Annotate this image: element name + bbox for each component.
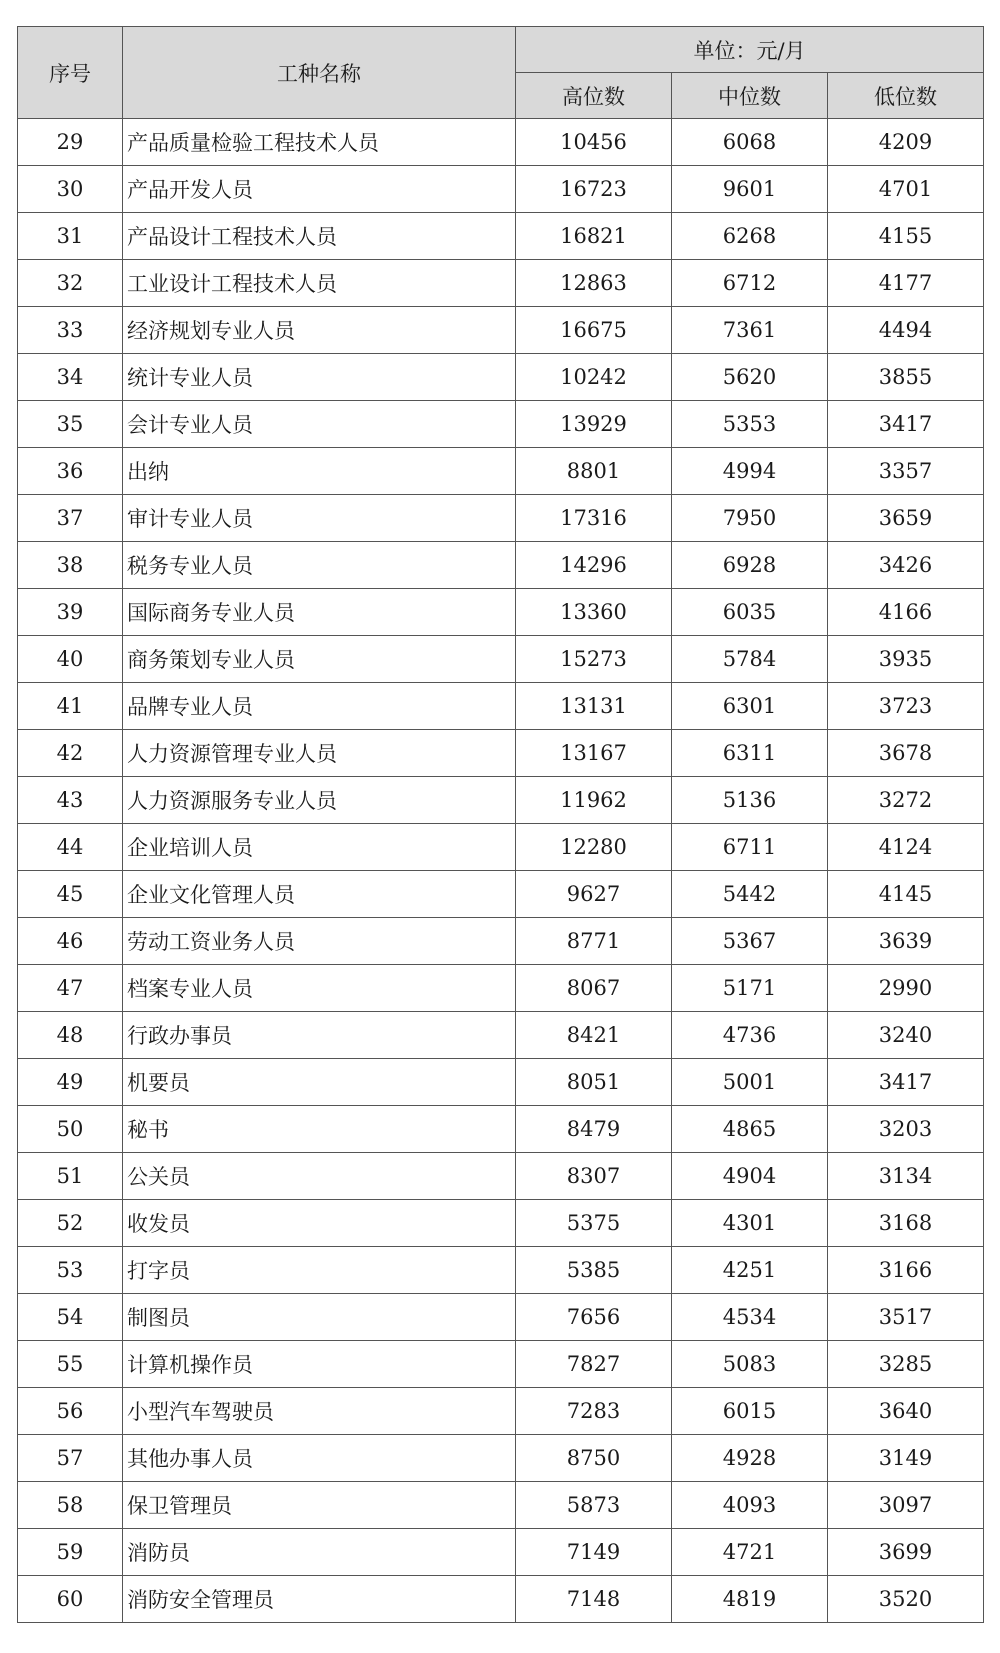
row-low-cell: 3640 — [828, 1388, 984, 1435]
row-high-cell: 8771 — [516, 918, 672, 965]
table-row — [18, 1529, 984, 1576]
table-row — [18, 166, 984, 213]
row-low-cell: 4177 — [828, 260, 984, 307]
table-row — [18, 1106, 984, 1153]
row-high-cell: 10242 — [516, 354, 672, 401]
row-mid-cell: 7361 — [672, 307, 828, 354]
row-seq-cell: 33 — [18, 307, 123, 354]
row-seq-cell: 35 — [18, 401, 123, 448]
row-job-name-cell: 国际商务专业人员 — [123, 589, 516, 636]
header-unit: 单位：元/月 — [516, 27, 984, 73]
row-low-cell: 4155 — [828, 213, 984, 260]
row-high-cell: 7149 — [516, 1529, 672, 1576]
row-job-name-cell: 收发员 — [123, 1200, 516, 1247]
table-row — [18, 1247, 984, 1294]
row-mid-cell: 4904 — [672, 1153, 828, 1200]
row-mid-cell: 5442 — [672, 871, 828, 918]
row-mid-cell: 4301 — [672, 1200, 828, 1247]
row-high-cell: 5375 — [516, 1200, 672, 1247]
row-mid-cell: 4928 — [672, 1435, 828, 1482]
row-high-cell: 8421 — [516, 1012, 672, 1059]
row-high-cell: 12863 — [516, 260, 672, 307]
header-job-name: 工种名称 — [123, 27, 516, 119]
table-row — [18, 777, 984, 824]
row-seq-cell: 47 — [18, 965, 123, 1012]
table-row — [18, 495, 984, 542]
table-row — [18, 1153, 984, 1200]
table-row — [18, 683, 984, 730]
row-high-cell: 12280 — [516, 824, 672, 871]
row-low-cell: 4209 — [828, 119, 984, 166]
row-job-name-cell: 税务专业人员 — [123, 542, 516, 589]
row-job-name-cell: 统计专业人员 — [123, 354, 516, 401]
row-low-cell: 3285 — [828, 1341, 984, 1388]
table-row — [18, 1341, 984, 1388]
row-job-name-cell: 秘书 — [123, 1106, 516, 1153]
table-row — [18, 542, 984, 589]
row-seq-cell: 58 — [18, 1482, 123, 1529]
row-low-cell: 3855 — [828, 354, 984, 401]
table-row — [18, 871, 984, 918]
row-mid-cell: 5367 — [672, 918, 828, 965]
row-seq-cell: 52 — [18, 1200, 123, 1247]
row-high-cell: 13360 — [516, 589, 672, 636]
row-job-name-cell: 其他办事人员 — [123, 1435, 516, 1482]
row-seq-cell: 54 — [18, 1294, 123, 1341]
row-low-cell: 3203 — [828, 1106, 984, 1153]
row-job-name-cell: 出纳 — [123, 448, 516, 495]
row-high-cell: 8051 — [516, 1059, 672, 1106]
table-row — [18, 918, 984, 965]
row-job-name-cell: 企业文化管理人员 — [123, 871, 516, 918]
row-high-cell: 16821 — [516, 213, 672, 260]
table-row — [18, 213, 984, 260]
row-job-name-cell: 工业设计工程技术人员 — [123, 260, 516, 307]
row-job-name-cell: 打字员 — [123, 1247, 516, 1294]
row-high-cell: 9627 — [516, 871, 672, 918]
row-low-cell: 3659 — [828, 495, 984, 542]
row-seq-cell: 37 — [18, 495, 123, 542]
row-job-name-cell: 消防员 — [123, 1529, 516, 1576]
row-mid-cell: 5171 — [672, 965, 828, 1012]
table-body — [18, 119, 984, 1623]
row-seq-cell: 49 — [18, 1059, 123, 1106]
row-job-name-cell: 计算机操作员 — [123, 1341, 516, 1388]
row-seq-cell: 57 — [18, 1435, 123, 1482]
row-high-cell: 17316 — [516, 495, 672, 542]
row-high-cell: 7283 — [516, 1388, 672, 1435]
row-high-cell: 13929 — [516, 401, 672, 448]
table-row — [18, 589, 984, 636]
row-high-cell: 13167 — [516, 730, 672, 777]
row-seq-cell: 36 — [18, 448, 123, 495]
row-high-cell: 15273 — [516, 636, 672, 683]
table-row — [18, 965, 984, 1012]
row-job-name-cell: 产品开发人员 — [123, 166, 516, 213]
row-job-name-cell: 机要员 — [123, 1059, 516, 1106]
row-seq-cell: 50 — [18, 1106, 123, 1153]
row-low-cell: 3723 — [828, 683, 984, 730]
row-job-name-cell: 档案专业人员 — [123, 965, 516, 1012]
row-mid-cell: 4819 — [672, 1576, 828, 1623]
table-row — [18, 307, 984, 354]
row-low-cell: 2990 — [828, 965, 984, 1012]
row-low-cell: 3699 — [828, 1529, 984, 1576]
row-job-name-cell: 小型汽车驾驶员 — [123, 1388, 516, 1435]
row-seq-cell: 51 — [18, 1153, 123, 1200]
table-row — [18, 1435, 984, 1482]
row-job-name-cell: 经济规划专业人员 — [123, 307, 516, 354]
table-row — [18, 1388, 984, 1435]
row-job-name-cell: 人力资源管理专业人员 — [123, 730, 516, 777]
row-mid-cell: 5001 — [672, 1059, 828, 1106]
row-seq-cell: 59 — [18, 1529, 123, 1576]
table-row — [18, 1200, 984, 1247]
row-high-cell: 8750 — [516, 1435, 672, 1482]
row-seq-cell: 40 — [18, 636, 123, 683]
header-row-top — [18, 27, 984, 73]
row-mid-cell: 4994 — [672, 448, 828, 495]
row-job-name-cell: 品牌专业人员 — [123, 683, 516, 730]
row-job-name-cell: 企业培训人员 — [123, 824, 516, 871]
row-low-cell: 3272 — [828, 777, 984, 824]
row-mid-cell: 7950 — [672, 495, 828, 542]
row-seq-cell: 31 — [18, 213, 123, 260]
row-seq-cell: 46 — [18, 918, 123, 965]
row-job-name-cell: 商务策划专业人员 — [123, 636, 516, 683]
row-seq-cell: 56 — [18, 1388, 123, 1435]
row-mid-cell: 6928 — [672, 542, 828, 589]
row-high-cell: 5385 — [516, 1247, 672, 1294]
row-seq-cell: 55 — [18, 1341, 123, 1388]
row-high-cell: 7656 — [516, 1294, 672, 1341]
row-job-name-cell: 审计专业人员 — [123, 495, 516, 542]
row-seq-cell: 42 — [18, 730, 123, 777]
row-mid-cell: 5353 — [672, 401, 828, 448]
row-high-cell: 10456 — [516, 119, 672, 166]
row-low-cell: 4145 — [828, 871, 984, 918]
row-low-cell: 3426 — [828, 542, 984, 589]
header-high: 高位数 — [516, 73, 672, 119]
row-seq-cell: 45 — [18, 871, 123, 918]
row-job-name-cell: 产品质量检验工程技术人员 — [123, 119, 516, 166]
row-mid-cell: 4721 — [672, 1529, 828, 1576]
table-row — [18, 636, 984, 683]
row-mid-cell: 6712 — [672, 260, 828, 307]
row-seq-cell: 41 — [18, 683, 123, 730]
row-low-cell: 4701 — [828, 166, 984, 213]
row-low-cell: 3357 — [828, 448, 984, 495]
row-seq-cell: 38 — [18, 542, 123, 589]
table-header — [18, 27, 984, 119]
row-mid-cell: 6301 — [672, 683, 828, 730]
row-low-cell: 4124 — [828, 824, 984, 871]
row-low-cell: 3678 — [828, 730, 984, 777]
row-high-cell: 7827 — [516, 1341, 672, 1388]
table-row — [18, 730, 984, 777]
row-low-cell: 3134 — [828, 1153, 984, 1200]
table-row — [18, 448, 984, 495]
row-low-cell: 3417 — [828, 401, 984, 448]
row-high-cell: 5873 — [516, 1482, 672, 1529]
row-high-cell: 7148 — [516, 1576, 672, 1623]
row-high-cell: 14296 — [516, 542, 672, 589]
row-job-name-cell: 行政办事员 — [123, 1012, 516, 1059]
row-seq-cell: 29 — [18, 119, 123, 166]
row-job-name-cell: 会计专业人员 — [123, 401, 516, 448]
table-row — [18, 401, 984, 448]
row-mid-cell: 5136 — [672, 777, 828, 824]
table-row — [18, 1012, 984, 1059]
row-high-cell: 8307 — [516, 1153, 672, 1200]
row-seq-cell: 48 — [18, 1012, 123, 1059]
row-high-cell: 16675 — [516, 307, 672, 354]
table-row — [18, 354, 984, 401]
row-mid-cell: 5620 — [672, 354, 828, 401]
header-seq: 序号 — [18, 27, 123, 119]
row-mid-cell: 6711 — [672, 824, 828, 871]
row-low-cell: 3097 — [828, 1482, 984, 1529]
row-high-cell: 8801 — [516, 448, 672, 495]
row-low-cell: 3639 — [828, 918, 984, 965]
row-seq-cell: 32 — [18, 260, 123, 307]
table-row — [18, 119, 984, 166]
row-job-name-cell: 劳动工资业务人员 — [123, 918, 516, 965]
row-low-cell: 3417 — [828, 1059, 984, 1106]
table-row — [18, 1294, 984, 1341]
row-low-cell: 3520 — [828, 1576, 984, 1623]
header-mid: 中位数 — [672, 73, 828, 119]
row-mid-cell: 4736 — [672, 1012, 828, 1059]
row-high-cell: 13131 — [516, 683, 672, 730]
row-mid-cell: 4865 — [672, 1106, 828, 1153]
row-low-cell: 3935 — [828, 636, 984, 683]
row-high-cell: 11962 — [516, 777, 672, 824]
row-job-name-cell: 人力资源服务专业人员 — [123, 777, 516, 824]
row-mid-cell: 5083 — [672, 1341, 828, 1388]
row-mid-cell: 6015 — [672, 1388, 828, 1435]
row-mid-cell: 6035 — [672, 589, 828, 636]
table-row — [18, 260, 984, 307]
row-mid-cell: 4093 — [672, 1482, 828, 1529]
row-mid-cell: 4251 — [672, 1247, 828, 1294]
row-mid-cell: 9601 — [672, 166, 828, 213]
row-seq-cell: 34 — [18, 354, 123, 401]
row-seq-cell: 53 — [18, 1247, 123, 1294]
row-seq-cell: 44 — [18, 824, 123, 871]
row-job-name-cell: 保卫管理员 — [123, 1482, 516, 1529]
row-high-cell: 8479 — [516, 1106, 672, 1153]
table-row — [18, 1059, 984, 1106]
table-row — [18, 1576, 984, 1623]
header-low: 低位数 — [828, 73, 984, 119]
table-row — [18, 824, 984, 871]
row-low-cell: 4166 — [828, 589, 984, 636]
wage-table — [17, 26, 984, 1623]
row-mid-cell: 6268 — [672, 213, 828, 260]
row-seq-cell: 43 — [18, 777, 123, 824]
row-job-name-cell: 产品设计工程技术人员 — [123, 213, 516, 260]
row-low-cell: 3517 — [828, 1294, 984, 1341]
row-job-name-cell: 公关员 — [123, 1153, 516, 1200]
row-low-cell: 3240 — [828, 1012, 984, 1059]
row-seq-cell: 39 — [18, 589, 123, 636]
row-low-cell: 3168 — [828, 1200, 984, 1247]
row-mid-cell: 5784 — [672, 636, 828, 683]
row-high-cell: 16723 — [516, 166, 672, 213]
row-high-cell: 8067 — [516, 965, 672, 1012]
row-seq-cell: 30 — [18, 166, 123, 213]
row-low-cell: 3166 — [828, 1247, 984, 1294]
row-job-name-cell: 制图员 — [123, 1294, 516, 1341]
row-low-cell: 3149 — [828, 1435, 984, 1482]
row-seq-cell: 60 — [18, 1576, 123, 1623]
row-mid-cell: 6068 — [672, 119, 828, 166]
table-row — [18, 1482, 984, 1529]
row-job-name-cell: 消防安全管理员 — [123, 1576, 516, 1623]
row-mid-cell: 6311 — [672, 730, 828, 777]
row-mid-cell: 4534 — [672, 1294, 828, 1341]
row-low-cell: 4494 — [828, 307, 984, 354]
